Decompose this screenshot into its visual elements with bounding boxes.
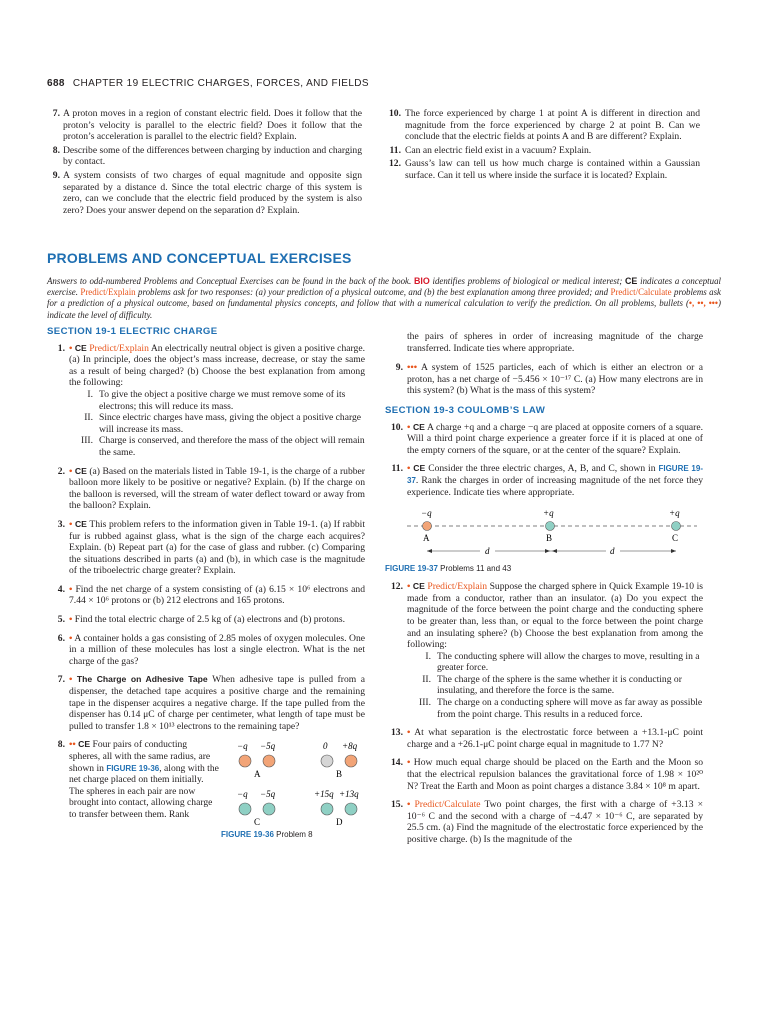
point-charge	[423, 522, 432, 531]
pair-label: B	[336, 769, 343, 780]
charge-label: −5q	[260, 741, 276, 752]
charge-letter: A	[423, 533, 430, 544]
pair-label: A	[254, 769, 261, 780]
point-charge	[546, 522, 555, 531]
arrowhead	[552, 549, 557, 553]
arrowhead	[427, 549, 432, 553]
charge-letter: C	[672, 533, 679, 544]
section-19-1-heading: SECTION 19-1 ELECTRIC CHARGE	[47, 326, 218, 337]
figure-19-37-svg	[385, 505, 703, 567]
problem-14: 14. • How much equal charge should be placed on the Earth and the Moon so that the electrical repulsion balances the gravitational force of 1.98 × 10²⁰ N? Treat the Earth and Moon as point charges a distance 3.84 × 10⁸ m apart.	[391, 757, 703, 792]
problem-10: 10. • CE A charge +q and a charge −q are placed at opposite corners of a square. Will a third point charge experience a greater force if it is placed at one of the empty corners of the square, or at the center of the square? Explain.	[391, 421, 703, 456]
running-title: CHAPTER 19 ELECTRIC CHARGES, FORCES, AND FIELDS	[72, 78, 369, 89]
sphere	[345, 755, 357, 767]
charge-label: +8q	[342, 741, 358, 752]
page-number: 688	[47, 78, 65, 89]
arrowhead	[671, 549, 676, 553]
ce-tag: CE	[625, 276, 638, 286]
problem-7-title: The Charge on Adhesive Tape	[76, 674, 208, 685]
sphere	[345, 803, 357, 815]
figure-19-37-caption: FIGURE 19-37 Problems 11 and 43	[385, 564, 512, 574]
problem-6: 6. • A container holds a gas consisting of 2.85 moles of oxygen molecules. One in a million of these molecules has lost a single electron. What is the net charge of the gas?	[57, 632, 366, 667]
pair-label: D	[336, 817, 343, 828]
predict-explain-tag: Predict/Explain	[80, 287, 136, 298]
predict-calculate-tag: Predict/Calculate	[610, 287, 672, 298]
figure-19-36	[219, 739, 384, 839]
arrowhead	[545, 549, 550, 553]
sphere	[321, 755, 333, 767]
problem-8: 8. •• CE Four pairs of conducting spheres, all with the same radius, are shown in FIGURE 19-36, along with the net charge placed on them initially. The spheres in each pair are now brought into contact, allowing charge to transfer between them. Rank	[57, 739, 219, 820]
question-10: 10. The force experienced by charge 1 at point A is different in direction and magnitude from the force experienced by charge 2 at point B. Can we conclude that the electric fields at points A and B are different? Explain.	[389, 108, 700, 143]
problem-3: 3. • CE This problem refers to the information given in Table 19-1. (a) If rabbit fur is rubbed against glass, what is the sign of the charge each acquires? Explain. (b) Repeat part (a) for the case of glass and rubber. (c) Comparing the situations described in parts (a) and (b), in which case is the magnitude of the triboelectric charge greater? Explain.	[57, 518, 365, 577]
distance-label: d	[485, 546, 490, 557]
question-11: 11. Can an electric field exist in a vacuum? Explain.	[389, 144, 592, 156]
problem-12-option: III. The charge on a conducting sphere will move as far away as possible from the point charge. This results in a reduced force.	[419, 697, 703, 720]
problem-12-option: II. The charge of the sphere is the same whether it is conducting or insulating, and therefore the force is the same.	[422, 673, 682, 697]
problem-1-option: I. To give the object a positive charge we must remove some of its electrons; this will reduce its mass.	[87, 388, 346, 412]
point-charge	[672, 522, 681, 531]
figure-19-36-caption: FIGURE 19-36 Problem 8	[221, 830, 313, 840]
charge-letter: B	[546, 533, 553, 544]
questions-right-column	[385, 108, 700, 184]
charge-label: 0	[323, 741, 328, 752]
charge-label: +15q	[314, 789, 334, 800]
figure-19-36-ref[interactable]: FIGURE 19-36	[106, 763, 160, 773]
sphere	[263, 803, 275, 815]
problem-5: 5. • Find the total electric charge of 2.5 kg of (a) electrons and (b) protons.	[57, 614, 345, 626]
question-12: 12. Gauss’s law can tell us how much charge is contained within a Gaussian surface. Can it tell us where inside the surface it is located? Explain.	[389, 158, 700, 181]
problems-heading: PROBLEMS AND CONCEPTUAL EXERCISES	[47, 250, 352, 266]
problem-1-option: III. Charge is conserved, and therefore the mass of the object will remain the same.	[81, 435, 365, 458]
problem-13: 13. • At what separation is the electrostatic force between a +13.1-μC point charge and a +26.1-μC point charge equal in magnitude to 1.77 N?	[391, 727, 703, 750]
problem-11: 11. • CE Consider the three electric charges, A, B, and C, shown in FIGURE 19-37. Rank the charges in order of increasing magnitude of the net force they experience. Indicate ties where appropriate.	[391, 463, 703, 498]
questions-left-column	[47, 108, 362, 218]
charge-label: −q	[421, 508, 432, 519]
problem-15: 15. • Predict/Calculate Two point charges, the first with a charge of +3.13 × 10⁻⁶ C and the second with a charge of −4.47 × 10⁻⁶ C, are separated by 25.5 cm. (a) Find the magnitude of the electrostatic force experienced by the positive charge. (b) Is the magnitude of the	[391, 799, 703, 845]
problem-2: 2. • CE (a) Based on the materials listed in Table 19-1, is the charge of a rubber balloon more likely to be positive or negative? Explain. (b) If the charge on the balloon is reversed, will the stream of water deflect toward or away from the balloon? Explain.	[57, 465, 366, 512]
charge-label: −5q	[260, 789, 276, 800]
figure-19-37	[385, 505, 703, 577]
question-7: 7. A proton moves in a region of constant electric field. Does it follow that the proton’s velocity is parallel to the electric field? Does it follow that the proton’s acceleration is parallel to the electric field? Explain.	[52, 108, 362, 143]
problem-8-block	[47, 739, 365, 839]
problems-left-column	[47, 326, 365, 839]
charge-label: +q	[543, 508, 554, 519]
question-9: 9. A system consists of two charges of equal magnitude and opposite sign separated by a distance d. Since the total electric charge of this system is zero, can we conclude that the electric field produced by the system is also zero? Does your answer depend on the separation d? Explain.	[52, 169, 362, 216]
problems-intro: Answers to odd-numbered Problems and Conceptual Exercises can be found in the back of the book. BIO identifies problems of biological or medical interest; CE indicates a conceptual exercise. Predict/Explain problems ask for two responses: (a) your prediction of a physical outcome, and (b) the best explanation among three provided; and Predict/Calculate problems ask for a prediction of a physical outcome, based on fundamental physics concepts, and follow that with a numerical calculation to verify the prediction. On all problems, bullets (•, ••, •••) indicate the level of difficulty.	[47, 276, 721, 320]
figure-19-37-ref[interactable]: FIGURE 19-37	[407, 464, 703, 485]
sphere	[239, 755, 251, 767]
problem-1-option: II. Since electric charges have mass, giving the object a positive charge will increase its mass.	[84, 412, 362, 435]
problem-7: 7. • The Charge on Adhesive Tape When adhesive tape is pulled from a dispenser, the detached tape acquires a positive charge and the remaining tape in the dispenser acquires a negative charge. If the tape pulled from the dispenser has 0.14 μC of charge per centimeter, what length of tape must be pulled to transfer 1.8 × 10¹³ electrons to the remaining tape?	[57, 674, 365, 732]
sphere	[321, 803, 333, 815]
charge-label: −q	[237, 789, 248, 800]
question-8: 8. Describe some of the differences between charging by induction and charging by contact.	[52, 144, 362, 168]
problem-1: 1. • CE Predict/Explain An electrically neutral object is given a positive charge. (a) In principle, does the object’s mass increase, decrease, or stay the same as a result of being charged? (b) Choose the best explanation from among the following: I. To give the object a positive charge we must remove some of its electrons; this will reduce its mass. II. Since electric charges have mass, giving the object a positive charge will increase its mass. III. Charge is conserved, and therefore the mass of the object will remain the same.	[57, 342, 365, 458]
problem-12: 12. • CE Predict/Explain Suppose the charged sphere in Quick Example 19-10 is made from a conductor, rather than an insulator. (a) Do you expect the magnitude of the force between the point charge and the conducting sphere to be greater than, less than, or equal to the force between the point charge and an insulating sphere? (b) Choose the best explanation from among the following: I. The conducting sphere will allow the charges to move, resulting in a greater force. II. The charge of the sphere is the same whether it is conducting or insulating, and therefore the force is the same. III. The charge on a conducting sphere will move as far away as possible from the point charge. This results in a reduced force.	[391, 581, 704, 720]
figure-19-36-svg	[219, 739, 384, 839]
difficulty-bullets: •, ••, •••	[688, 298, 719, 309]
sphere	[239, 803, 251, 815]
problem-8-continued: the pairs of spheres in order of increasing magnitude of the charge transferred. Indicate ties where appropriate.	[407, 331, 703, 354]
pair-label: C	[254, 817, 261, 828]
problem-12-option: I. The conducting sphere will allow the charges to move, resulting in a greater force.	[425, 650, 700, 674]
sphere	[263, 755, 275, 767]
charge-label: +q	[669, 508, 680, 519]
problems-right-column	[385, 331, 703, 853]
distance-label: d	[610, 546, 615, 557]
charge-label: −q	[237, 741, 248, 752]
problem-4: 4. • Find the net charge of a system consisting of (a) 6.15 × 10⁶ electrons and 7.44 × 10⁶ protons or (b) 212 electrons and 165 protons.	[57, 583, 365, 607]
section-19-3-heading: SECTION 19-3 COULOMB’S LAW	[385, 404, 546, 416]
charge-label: +13q	[339, 789, 359, 800]
running-header	[47, 78, 369, 89]
bio-tag: BIO	[413, 276, 430, 286]
problem-9: 9. ••• A system of 1525 particles, each of which is either an electron or a proton, has a net charge of −5.456 × 10⁻¹⁷ C. (a) How many electrons are in this system? (b) What is the mass of this system?	[395, 362, 703, 397]
